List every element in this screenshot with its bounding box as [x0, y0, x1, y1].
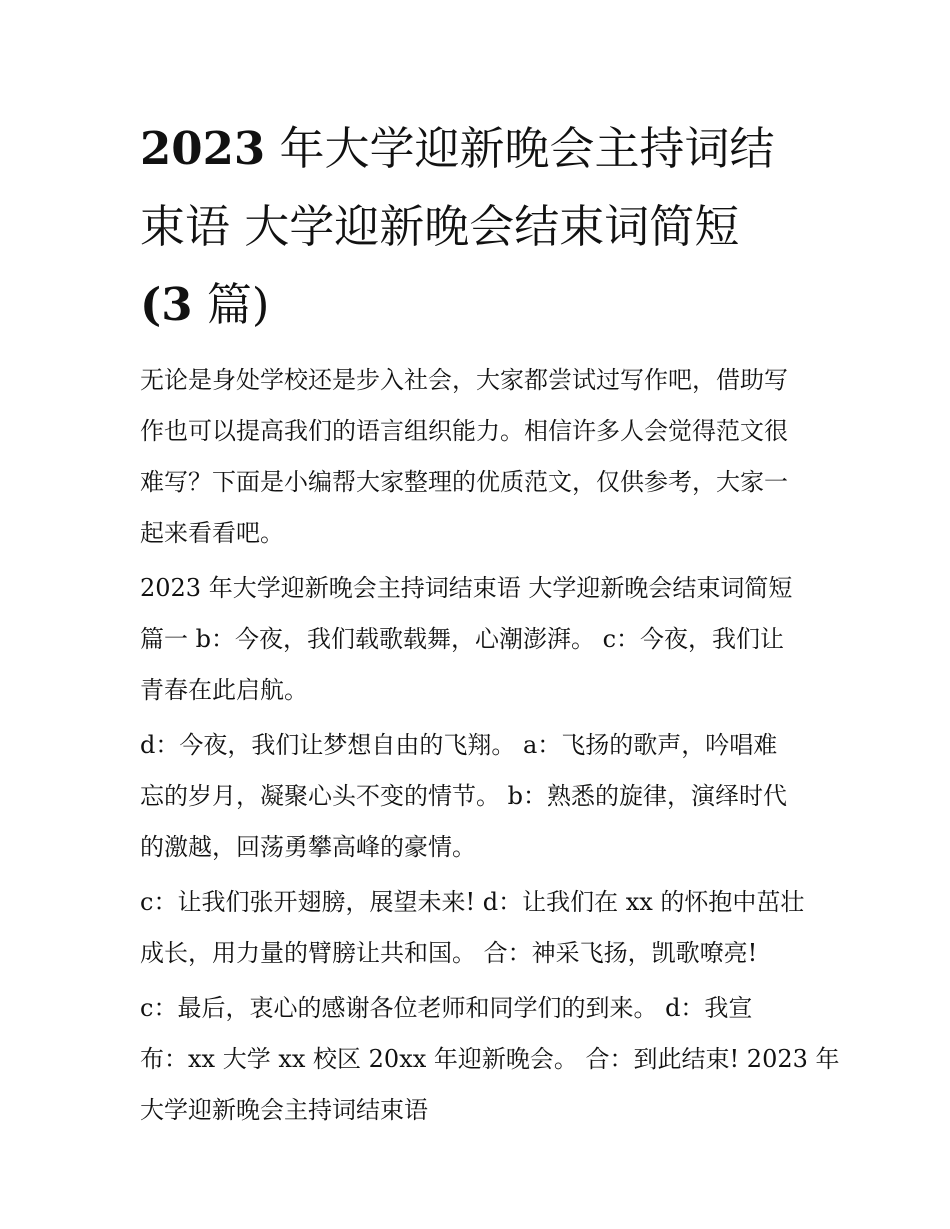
title-text-part: 年大学迎新晚会主持词结	[265, 122, 775, 175]
text-line: d：今夜，我们让梦想自由的飞翔。 a：飞扬的歌声，吟唱难	[140, 731, 778, 759]
title-line-3	[140, 266, 820, 344]
text-line: 青春在此启航。	[140, 676, 308, 704]
text-line: 2023 年大学迎新晚会主持词结束语 大学迎新晚会结束词简短	[140, 574, 793, 602]
text-line: 忘的岁月，凝聚心头不变的情节。 b：熟悉的旋律，演绎时代	[140, 782, 787, 810]
paragraph-section-heading	[140, 563, 820, 716]
title-bold-part: 2023	[140, 122, 266, 175]
text-line: 布：xx 大学 xx 校区 20xx 年迎新晚会。 合：到此结束! 2023 年	[140, 1045, 840, 1073]
title-line-2	[140, 188, 820, 266]
paragraph-dialogue-2	[140, 877, 820, 979]
paragraph-intro	[140, 355, 820, 559]
title-bold-part: (3	[140, 278, 193, 331]
text-line: 作也可以提高我们的语言组织能力。相信许多人会觉得范文很	[140, 417, 788, 445]
title-line-1	[140, 110, 820, 188]
text-line: 大学迎新晚会主持词结束语	[140, 1096, 428, 1124]
document-body	[140, 355, 840, 1140]
text-line: 起来看看吧。	[140, 519, 284, 547]
paragraph-closing	[140, 983, 840, 1136]
text-line: 难写？下面是小编帮大家整理的优质范文，仅供参考，大家一	[140, 468, 788, 496]
text-line: c：最后，衷心的感谢各位老师和同学们的到来。 d：我宣	[140, 994, 753, 1022]
document-title	[140, 110, 820, 344]
text-line: c：让我们张开翅膀，展望未来! d：让我们在 xx 的怀抱中茁壮	[140, 888, 805, 916]
text-line: 篇一 b：今夜，我们载歌载舞，心潮澎湃。 c：今夜，我们让	[140, 625, 785, 653]
paragraph-dialogue-1	[140, 720, 820, 873]
text-line: 成长，用力量的臂膀让共和国。 合：神采飞扬，凯歌嘹亮!	[140, 939, 758, 967]
title-text-part: 篇)	[192, 278, 270, 331]
title-text-part: 束语 大学迎新晚会结束词简短	[140, 200, 740, 253]
text-line: 无论是身处学校还是步入社会，大家都尝试过写作吧，借助写	[140, 366, 788, 394]
text-line: 的激越，回荡勇攀高峰的豪情。	[140, 833, 476, 861]
